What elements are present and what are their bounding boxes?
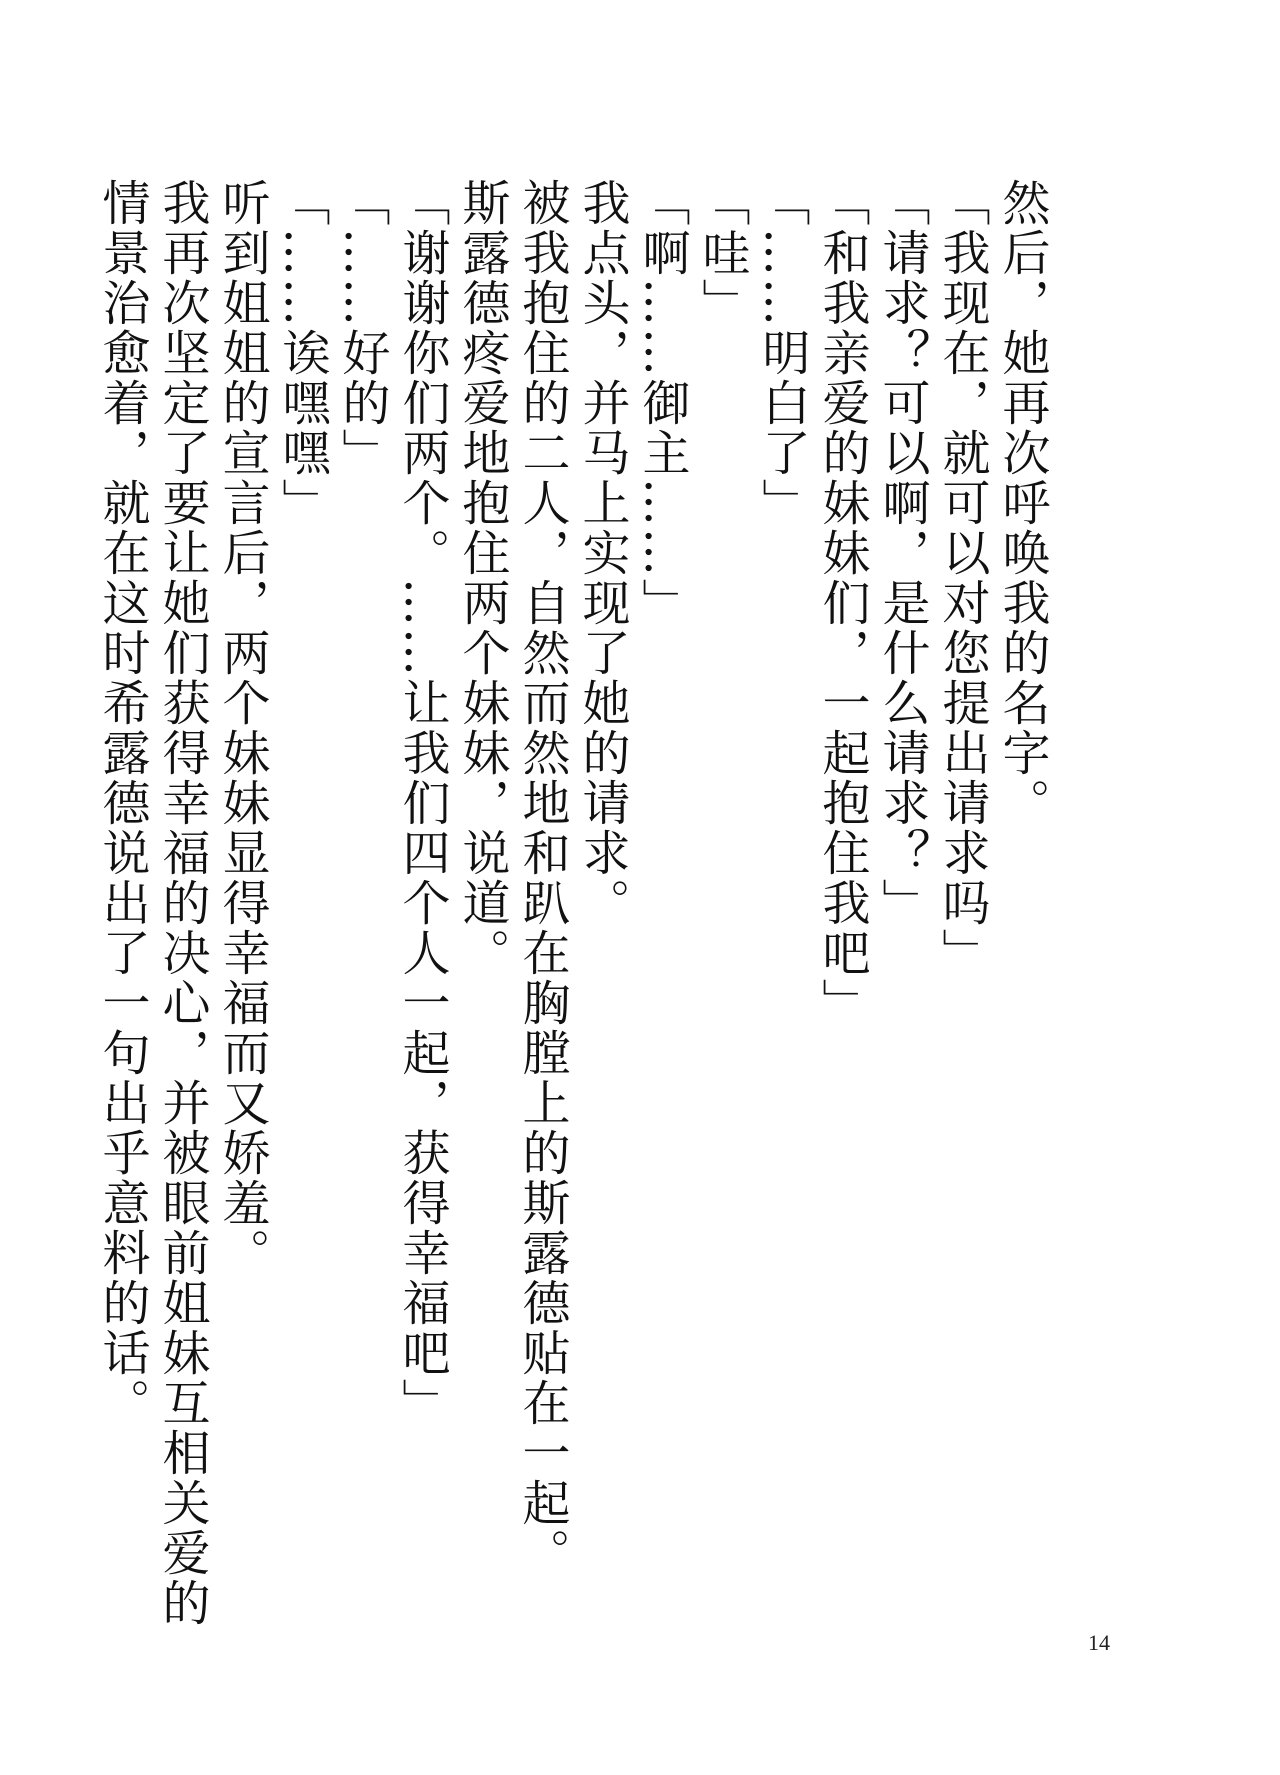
text-line: 我点头，并马上实现了她的请求。	[574, 178, 630, 928]
text-line: 听到姐姐的宣言后，两个妹妹显得幸福而又娇羞。	[214, 178, 270, 1278]
text-line: 然后，她再次呼唤我的名字。	[994, 178, 1050, 828]
text-line: 「啊……御主……」	[634, 178, 690, 628]
text-line: 「谢谢你们两个。……让我们四个人一起，获得幸福吧」	[394, 178, 450, 1428]
vertical-text-block	[92, 178, 1052, 1628]
text-line: 我再次坚定了要让她们获得幸福的决心，并被眼前姐妹互相关爱的	[154, 178, 210, 1628]
text-line: 「哇」	[694, 178, 750, 328]
text-line: 情景治愈着，就在这时希露德说出了一句出乎意料的话。	[94, 178, 150, 1428]
page-number: 14	[1088, 1630, 1110, 1655]
text-line: 「……诶嘿嘿」	[274, 178, 330, 528]
text-line: 「我现在，就可以对您提出请求吗」	[934, 178, 990, 978]
text-line: 「和我亲爱的妹妹们，一起抱住我吧」	[814, 178, 870, 1028]
text-line: 斯露德疼爱地抱住两个妹妹，说道。	[454, 178, 510, 978]
text-line: 「……明白了」	[754, 178, 810, 528]
text-line: 被我抱住的二人，自然而然地和趴在胸膛上的斯露德贴在一起。	[514, 178, 570, 1578]
text-line: 「请求？可以啊，是什么请求？」	[874, 178, 930, 928]
text-line: 「……好的」	[334, 178, 390, 478]
